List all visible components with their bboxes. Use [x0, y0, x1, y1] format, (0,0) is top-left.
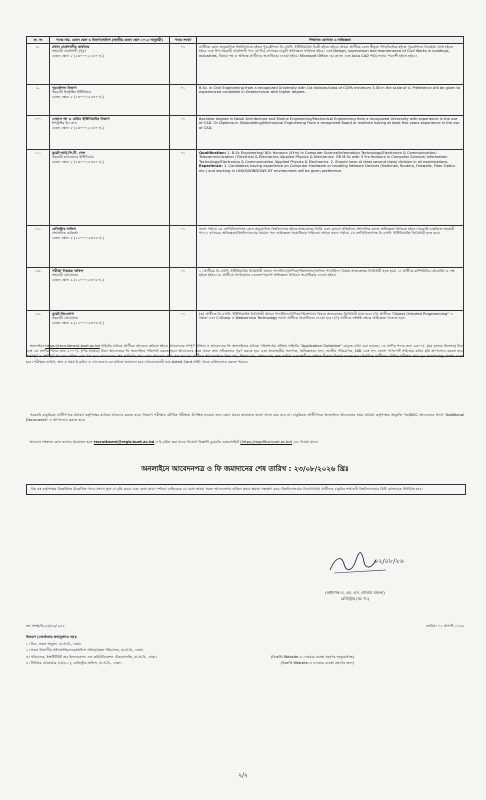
- posts-table: [26, 36, 464, 357]
- row-post-cell: [50, 116, 170, 150]
- header-serial: ক্র. নং: [27, 37, 50, 44]
- distribution-item: ৩। পরিচালক, ইন্সটিটিউট অব ইনফরমেশন এন্ড কমিউনিকেশন টেকনোলজি, বা.প্র.বি., ঢাকা।: [26, 654, 157, 659]
- online-text: সাইটের মাধ্যমে প্রার্থীকে আবেদন করিতে হইবে। আবেদনের সম্পূর্ণ প্রক্রিয়া ও আবেদনের ফি অনলাইনের মাধ্যমে পরিশোধের প্রক্রিয়া সাইটের "Application Guideline" মেনুতে বর্ণনা করা হয়েছে। ১ম শ্রেণির পদের জন্য ৬৩০০/- (ছয় হাজার তিনশত) টাকা এবং ২য় শ্রেণির পদের জন্য ৫০০০/- (পাঁচ হাজার) টাকা আবেদনের ফি অনলাইনে পরিশোধ করতে হবে। আবেদনের সময় সকল তথ্য সঠিকভাবে পূরণ করতে হবে এবং প্রয়োজনীয় সনদপত্র, অভিজ্ঞতার সনদ, জাতীয় পরিচয়পত্র, NID এবং সদ্য তোলা পাসপোর্ট সাইজের রঙিন ছবি আপলোড করতে হবে। অসম্পূর্ণ ও ত্রুটিপূর্ণ আবেদন বাতিল বলে গণ্য হবে। আবেদনের শেষ তারিখের পরে কোন আবেদন গ্রহণ করা হবে না। প্রার্থীকে আবেদনপত্রে নিজ নাম, পিতার নাম, মাতার নাম, জন্ম তারিখ এবং স্থায়ী ও বর্তমান ঠিকানা উল্লেখ করতে হবে। নির্বাচিত প্রার্থীদের মৌখিক পরীক্ষার সময় মূল সনদপত্রসমূহ প্রদর্শন করতে হবে। পরীক্ষার তারিখ, স্থান ও সময় ই-মেইল ও এসএমএস-এর মাধ্যমে জানানো হবে। আবেদনকারী তার Admit Card সাইট থেকে ডাউনলোড করতে পারবে।: [26, 344, 464, 364]
- row-serial: ১২.: [27, 226, 50, 268]
- distribution-heading: বিতরণ (জ্যেষ্ঠতার ক্রমানুসারে নয়):: [26, 635, 78, 639]
- row-qualification: [197, 150, 464, 226]
- row-qualification: B.Sc. in Civil Engineering from a recognized University with 1st division/class of CGPA minimum 3.00 in the scale of 4. Preference will be given to experienced candidate in Geotechnical with higher degree.: [197, 85, 464, 116]
- row-count: ০১: [170, 116, 197, 150]
- memo-reference: নং: সংস্থা/বি-৫৩/২৩/ ৯৬২: [26, 624, 65, 628]
- page-number: ২/২: [238, 772, 248, 779]
- list-item: [26, 654, 464, 661]
- row-serial: ১৩.: [27, 268, 50, 311]
- row-post: সহকারী ইনস্ট্রাক্টর ইঞ্জিনিয়ার: [52, 90, 92, 95]
- distribution-item: ৪। সিনিয়র প্রোগ্রামার (গ্রেড-১), রেজিস্ট্রার অফিস, বা.প্র.বি., ঢাকা।: [26, 661, 122, 666]
- govt-text: সরকারি চাকুরিরত প্রার্থীগণকে যথাযথ কর্তৃপক্ষের মাধ্যমে আবেদন করতে হবে। নিয়োগ পরীক্ষায় মৌখিক পরীক্ষায় উপস্থিত হওয়ার জন্য কোন প্রকার যাতায়াত ভাতা প্রদান করা হবে না। চাকুরিরত প্রার্থীগণকে অনলাইনে আবেদনের সময় যথাযথ কর্তৃপক্ষের অনুমতি পত্র/NOC আবেদনের সাথে "Additional Documents" এ আপলোড করতে হবে।: [26, 413, 464, 423]
- row-scale: বেতন স্কেল: ৮ (২৩০০০-৫৫৪৭০/-): [52, 94, 104, 99]
- row-qualification: প্রার্থীকে কোন অনুমোদিত বিশ্ববিদ্যালয় হইতে পুরকৌশলে বি.এসসি. ইঞ্জিনিয়ারিং ডিগ্রী হইতে হইবে। অথবা প্রার্থীকে কোন স্বীকৃত পলিটেকনিক হইতে পুরকৌশলে ডিপ্লোমা প্রাপ্ত হইতে হইবে এবং উপ-সহকারী প্রকৌশলী পদে ৫(পাঁচ) বৎসরের চাকুরী অভিজ্ঞতা থাকিতে হইবে। এবং Design, supervision and maintenance of Civil Works in buildings, industries, বিষয়ে দক্ষ ও অভিজ্ঞ প্রার্থীদের অগ্রাধিকার দেওয়া হইবে। Microsoft Office এর কাজে এবং Auto CAD পরিচালনায় পারদর্শী হইতে হইবে।: [197, 44, 464, 85]
- row-post: সহকারী হার্ডওয়্যার ইঞ্জিনিয়ার: [52, 155, 94, 160]
- row-post: সহকারী প্রোগ্রামার: [52, 273, 78, 278]
- row-dept: নেভাল আ ও মেরিন ইঞ্জিনিয়ারিং বিভাগ: [52, 117, 110, 121]
- row-post-cell: [50, 85, 170, 116]
- row-qualification: (ক) প্রার্থীকে বি.এসসি. ইঞ্জিনিয়ারিং ডিগ্রিধারী অথবা পদার্থবিদ্যা/গণিত/পরিসংখ্যান বিষয়ে স্নাতকোত্তর ডিগ্রিধারী হতে হবে। (খ) প্রার্থীকে "Object Oriented Programming" এ দক্ষতা এবং C-Sharp ও Webservice Technology জানা প্রার্থীকে অগ্রাধিকার দেওয়া হবে। (গ) প্রার্থীকে সংশ্লিষ্ট ক্ষেত্রে অভিজ্ঞতা থাকতে হবে।: [197, 311, 464, 357]
- recruitment-link[interactable]: https://recruitment.buet.ac.bd: [45, 344, 100, 348]
- header-qualification: শিক্ষাগত যোগ্যতা ও অভিজ্ঞতা: [197, 37, 464, 44]
- row-post: সহকারী প্রকৌশলী (পুর): [52, 49, 86, 54]
- row-dept: রেজিস্ট্রার অফিস: [52, 227, 76, 231]
- table-row: [27, 226, 464, 268]
- table-row: [27, 268, 464, 311]
- row-scale: বেতন স্কেল: ৮ (২৩০০০-৫৫৪৭০/-): [52, 159, 104, 164]
- office-tail: এও পাওয়া যাবে।: [293, 440, 318, 444]
- row-post-cell: [50, 44, 170, 85]
- govt-applicant-instructions: [26, 413, 464, 423]
- signatory-name: (অধ্যাপক ড. এম. এস. গোলাম মাওলা): [325, 590, 385, 595]
- row-post: সহকারী প্রোগ্রামার: [52, 316, 78, 321]
- row-count: ০১: [170, 311, 197, 357]
- application-deadline: অনলাইনে আবেদনপত্র ও ফি জমাদানের শেষ তারিখ : ২৩/০৮/২০২৬ খ্রিঃ: [141, 465, 349, 473]
- row-qualification: Bachelor degree in Naval Architecture and Marine Engineering/Mechanical Engineering from a recognized University with experience in the use of CAD. Or Diploma in Shipbuilding/Mechanical Engineering From a recognized Board or Institute having at least five years experience in the use of CAD.: [197, 116, 464, 150]
- row-qualification: ১। প্রার্থীকে বি.এসসি. ইঞ্জিনিয়ারিং ডিগ্রিধারী অথবা পদার্থবিদ্যা/গণিত/পরিসংখ্যান/ফলিত পদার্থবিদ্যা বিষয়ে স্নাতকোত্তর ডিগ্রিধারী হতে হবে। ২। প্রার্থীকে কম্পিউটার প্রোগ্রামিং এ দক্ষ হইতে হইবে। ৩। প্রার্থীকে সফটওয়্যার ডেভেলপমেন্টে অভিজ্ঞতা থাকিলে অগ্রাধিকার দেওয়া হইবে।: [197, 268, 464, 311]
- memo-line: [26, 623, 464, 630]
- distribution-list: [26, 634, 464, 667]
- row-post-cell: [50, 268, 170, 311]
- row-serial: ৮.: [27, 44, 50, 85]
- signatory-title: রেজিস্ট্রার (অ: দা:): [340, 595, 370, 601]
- row-serial: ১৪.: [27, 311, 50, 357]
- office-website-link[interactable]: (https://regoffice.buet.ac.bd): [240, 440, 293, 444]
- experience-text: 1. Candidates having experience on Computer Hardware or handling Network Devices (Switches, Routers, Firewalls, Fiber Optics etc.) and working in LINUX/WINDOWS NT environment will be given preference.: [199, 164, 456, 173]
- row-scale: বেতন স্কেল: ৯ (২২০০০-৫৩০৬০/-): [52, 320, 104, 325]
- distribution-note: (বিজ্ঞপ্তি Website-এ দেওয়ার ব্যবস্থা গ্রহণের অনুরোধসহ): [270, 654, 354, 659]
- table-row: [27, 116, 464, 150]
- contact-text: আবেদন সংক্রান্ত কোন তথ্যের প্রয়োজন হলে: [29, 440, 93, 444]
- list-item: [26, 647, 464, 654]
- distribution-note: (বিজ্ঞপ্তি Website-এ দেওয়ার ব্যবস্থা গ্রহণের জন্য): [280, 661, 354, 666]
- row-post: ইন্সট্রাক্টর ইন কাড: [52, 121, 77, 126]
- row-dept: প্রধান প্রকৌশলীর কার্যালয়: [52, 45, 90, 49]
- memo-date: তারিখ: ০২ আগস্ট ২০২৬: [426, 624, 464, 628]
- row-count: ০১: [170, 268, 197, 311]
- experience-label: Experience:: [199, 164, 223, 169]
- row-count: ০১: [170, 150, 197, 226]
- row-qualification: সকল পর্যায়ে ২য় শ্রেণি/বিভাগসহ কোন অনুমোদিত বিশ্ববিদ্যালয় হইতে স্নাতকোত্তর ডিগ্রি এবং কোনো প্রতিষ্ঠানে প্রশাসনিক কাজে অভিজ্ঞতা থাকিতে হইবে। সরকারি চাকরিতে সহকারী পদে ৮ বৎসরের অভিজ্ঞতা/বিশ্ববিদ্যালয়ের সমমান পদে অভিজ্ঞতা অগ্রাধিকার পাইবেন। অথবা সকল পর্যায়ে ২য় শ্রেণি/বিভাগসহ বি.এসসি. ইঞ্জিনিয়ারিং ডিগ্রিধারী হতে হবে।: [197, 226, 464, 268]
- contact-instructions: [26, 440, 464, 445]
- online-prefix: অনলাইনে: [29, 344, 45, 348]
- online-instructions: [26, 344, 464, 365]
- row-count: ০১: [170, 44, 197, 85]
- qualification-label: Qualification:: [199, 151, 227, 155]
- table-header-row: [27, 37, 464, 44]
- row-dept: বুয়েট-আই.সি.টি. সেল: [52, 151, 86, 155]
- row-dept: পরীক্ষা নিয়ন্ত্রক অফিস: [52, 269, 84, 273]
- list-item: [26, 641, 464, 648]
- row-post-cell: [50, 226, 170, 268]
- row-dept: বুয়েট-জিওসাস: [52, 312, 74, 316]
- row-scale: বেতন স্কেল: ৮ (২৩০০০-৫৫৪৭০/-): [52, 125, 104, 130]
- contact-tail: এ ই-মেইল করা যাবে। নিয়োগ বিজ্ঞপ্তি বুয়েটের ওয়েবসাইটে: [155, 440, 240, 444]
- table-row: [27, 85, 464, 116]
- notice-box: বিঃ দ্রঃ কর্তৃপক্ষের বিজ্ঞপ্তিতে উল্লেখিত পদের সংখ্যা হ্রাস বা বৃদ্ধি করার এবং কোন কারণ দর্শানো ব্যতিরেকে যে কোন অথবা সকল আবেদনপত্র বাতিল করার ক্ষমতা সংরক্ষণ করে। বিশ্ববিদ্যালয়ের নিয়োগপ্রাপ্ত প্রার্থীদের চাকুরির শর্তাবলী বিশ্ববিদ্যালয়ের বিধি মোতাবেক নির্ধারিত হবে।: [26, 484, 466, 495]
- row-serial: ৯.: [27, 85, 50, 116]
- signatory-block: [280, 590, 430, 601]
- table-row: [27, 44, 464, 85]
- table-row: [27, 150, 464, 226]
- row-post: প্রশাসনিক কর্মকর্তা: [52, 231, 78, 236]
- row-count: ০১: [170, 85, 197, 116]
- row-scale: বেতন স্কেল: ৮ (২৩০০০-৫৫৪৭০/-): [52, 53, 104, 58]
- row-post-cell: [50, 150, 170, 226]
- distribution-item: ২। সকল বিভাগীয় প্রধান/পরিচালক/অফিস প্রধান/প্রকল্প পরিচালক, বা.প্র.বি., ঢাকা।: [26, 648, 144, 653]
- list-item: [26, 660, 464, 667]
- signature-date: ০২/০৮/২৬: [374, 557, 404, 565]
- contact-email-link[interactable]: recruitment@regtr.buet.ac.bd: [93, 440, 155, 444]
- signature-image: [326, 548, 404, 576]
- row-scale: বেতন স্কেল: ৯ (২২০০০-৫৩০৬০/-): [52, 235, 104, 240]
- row-scale: বেতন স্কেল: ৯ (২২০০০-৫৩০৬০/-): [52, 277, 104, 282]
- row-dept: পুরকৌশল বিভাগ: [52, 86, 77, 90]
- header-post: পদের নাম, বেতন স্কেল ও বিভাগ/অফিস (জাতীয় বেতন স্কেল ২০১৫ অনুযায়ী): [50, 37, 170, 44]
- distribution-item: ১। ডিন, সকল অনুষদ, বা.প্র.বি., ঢাকা।: [26, 641, 82, 646]
- header-count: পদের সংখ্যা: [170, 37, 197, 44]
- qualification-text: 1. B.Sc Engineering/ BSc Honours (4Yrs) in Computer Science/Information Technology/Electronics & Communication/ Telecommunication / Electrical & Electronics /Applied Physics & Electronics. OR M.Sc with 3 Yrs Honours in Computer Science/ Information Technology/Electronics & Communication /Applied Physics & Electronics. 2. Should have at least second class/ division in all examinations.: [199, 151, 449, 164]
- row-serial: ১১.: [27, 150, 50, 226]
- row-serial: ১০.: [27, 116, 50, 150]
- row-count: ০১: [170, 226, 197, 268]
